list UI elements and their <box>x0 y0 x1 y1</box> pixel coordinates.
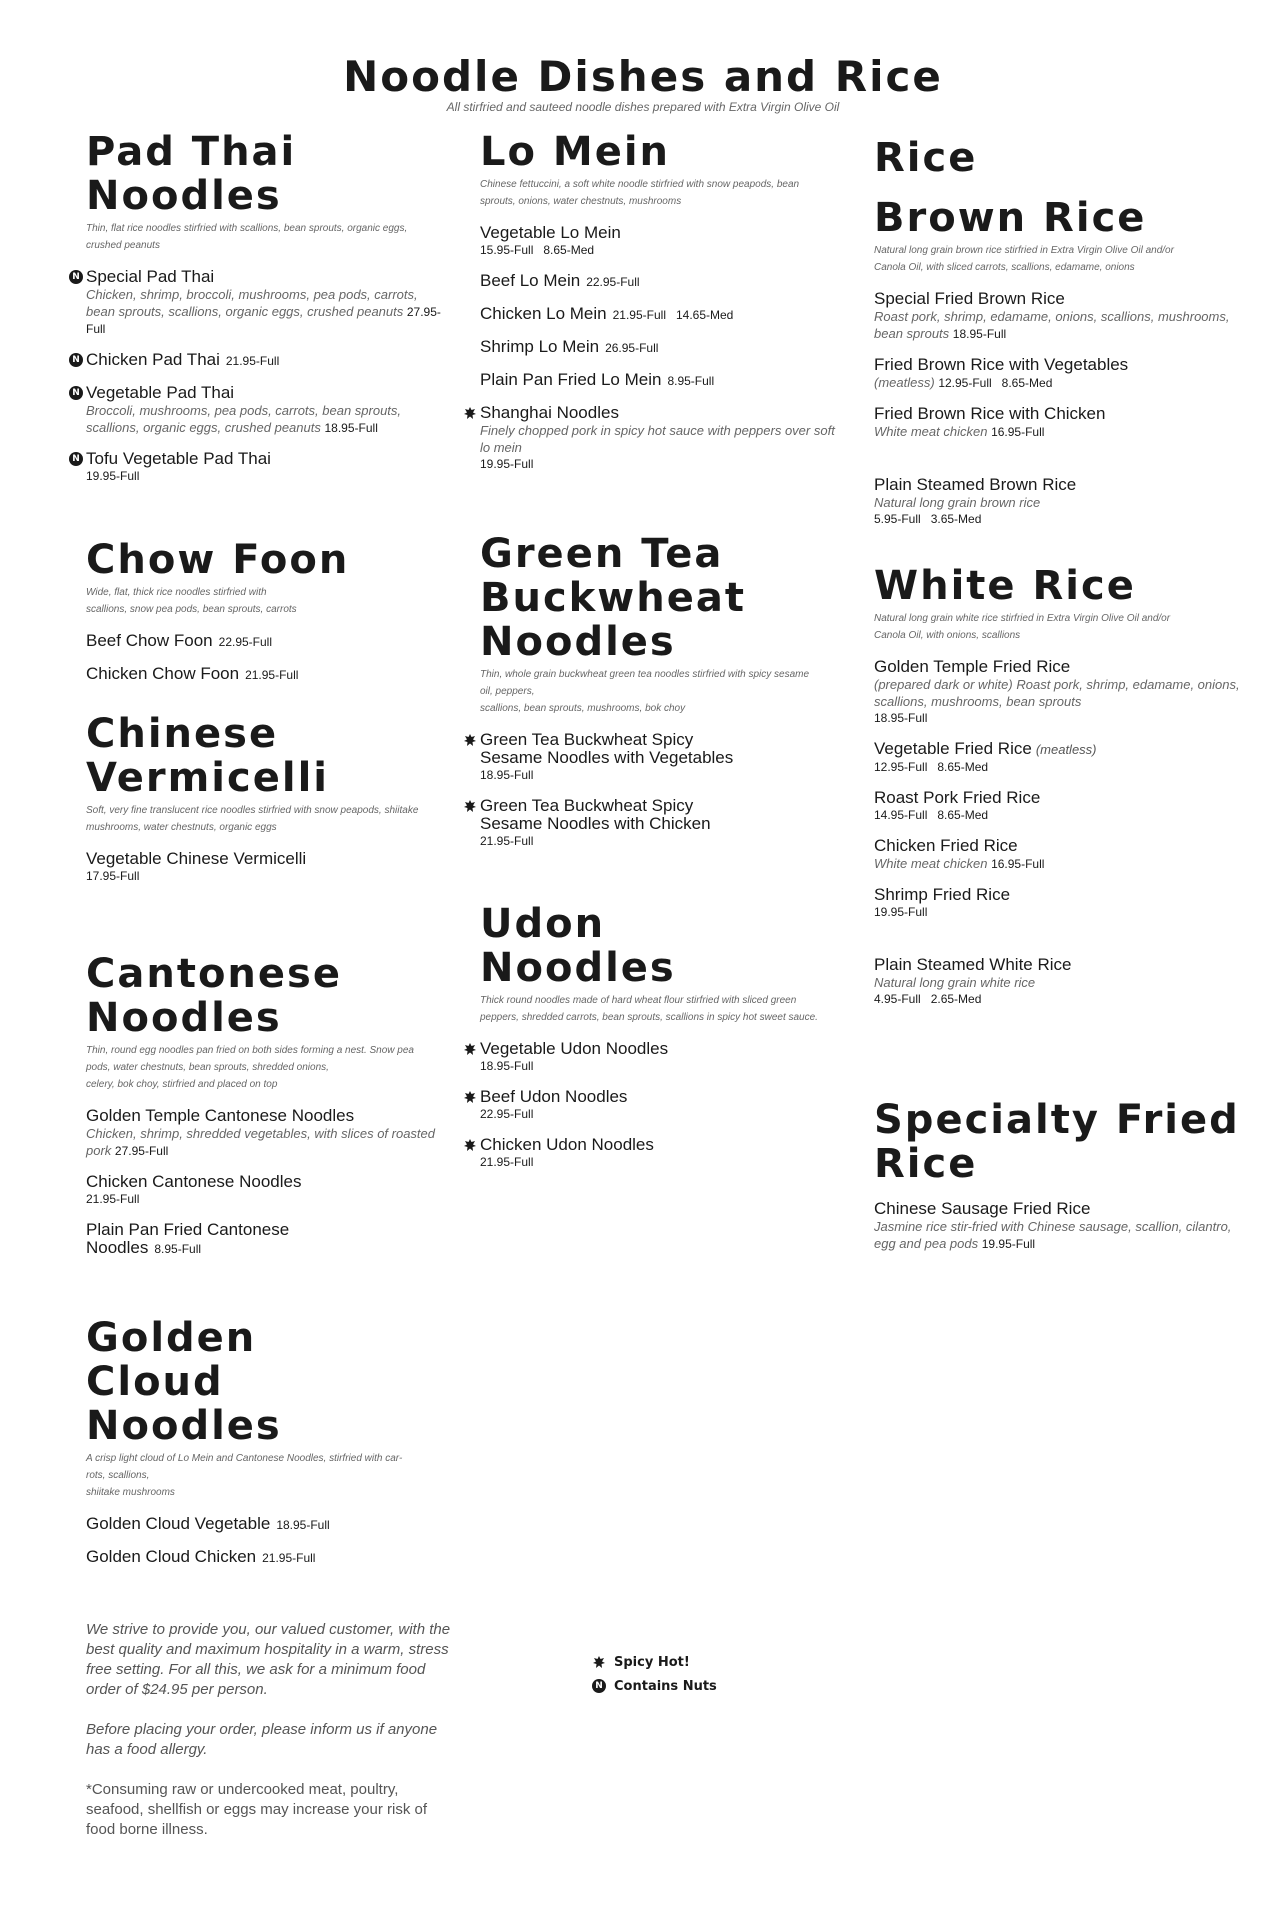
page-subtitle: All stirfried and sauteed noodle dishes prepared with Extra Virgin Olive Oil <box>446 100 840 114</box>
menu-item <box>480 338 840 357</box>
item-description: Broccoli, mushrooms, pea pods, carrots, bean sprouts, scallions, organic eggs, crushed peanuts 18.95-Full <box>86 403 402 435</box>
menu-item <box>86 1548 446 1567</box>
menu-item <box>480 1136 840 1170</box>
item-price: 18.95-Full <box>952 327 1007 341</box>
item-price: 8.95-Full <box>667 374 715 388</box>
menu-item <box>480 797 840 849</box>
section-heading: Udon Noodles <box>480 901 676 991</box>
spicy-pepper-icon <box>463 733 477 747</box>
item-price: 18.95-Full <box>480 768 534 782</box>
item-price: 18.95-Full <box>276 1518 330 1532</box>
item-name: Special Pad Thai <box>86 267 215 286</box>
menu-item <box>86 1107 446 1159</box>
menu-item <box>86 1221 446 1258</box>
menu-item <box>874 740 1244 775</box>
item-name: Golden Cloud Chicken 21.95-Full <box>86 1547 316 1566</box>
item-name: Beef Udon Noodles <box>480 1087 628 1106</box>
item-price: 22.95-Full <box>218 635 273 649</box>
item-price: 27.95-Full <box>86 305 441 336</box>
spicy-pepper-icon <box>463 406 477 420</box>
menu-item <box>72 449 446 484</box>
item-name: Chicken Chow Foon 21.95-Full <box>86 664 299 683</box>
item-price: 16.95-Full <box>991 857 1045 871</box>
item-price: 18.95-Full <box>874 711 928 725</box>
item-name: Vegetable Udon Noodles <box>480 1039 669 1058</box>
menu-item <box>874 886 1244 920</box>
legend-nuts-label: Contains Nuts <box>614 1678 717 1694</box>
nut-icon: N <box>69 270 83 284</box>
section-description: Natural long grain white rice stirfried in Extra Virgin Olive Oil and/or Canola Oil, with onions, scallions <box>874 613 1171 641</box>
consumption-warning: *Consuming raw or undercooked meat, poultry, seafood, shellfish or eggs may increase your risk of food borne illness. <box>86 1781 427 1838</box>
spicy-pepper-icon <box>463 799 477 813</box>
section-heading: Golden Cloud Noodles <box>86 1315 282 1449</box>
item-price: 26.95-Full <box>605 341 659 355</box>
menu-item <box>480 224 840 258</box>
item-name: Plain Pan Fried Cantonese Noodles 8.95-Full <box>86 1220 290 1257</box>
item-name: Plain Steamed White Rice <box>874 955 1072 974</box>
nut-icon: N <box>69 353 83 367</box>
menu-item <box>480 272 840 291</box>
item-price: 12.95-Full 8.65-Med <box>938 376 1053 390</box>
item-description: Natural long grain white rice <box>874 975 1036 990</box>
section-heading: Green Tea Buckwheat Noodles <box>480 531 746 665</box>
spicy-pepper-icon <box>592 1655 606 1669</box>
spicy-pepper-icon <box>463 1042 477 1056</box>
section-heading: White Rice <box>874 563 1136 609</box>
menu-item <box>86 1515 446 1534</box>
item-description: Jasmine rice stir-fried with Chinese sausage, scallion, cilantro, egg and pea pods 19.95-Full <box>874 1219 1232 1251</box>
item-name: Plain Steamed Brown Rice <box>874 475 1077 494</box>
menu-item <box>874 290 1244 342</box>
item-price: 4.95-Full 2.65-Med <box>874 992 982 1006</box>
menu-item <box>874 1200 1244 1252</box>
menu-item <box>874 405 1244 440</box>
item-price: 18.95-Full <box>324 421 378 435</box>
item-description: Chicken, shrimp, shredded vegetables, with slices of roasted pork 27.95-Full <box>86 1126 436 1158</box>
item-name: Chicken Lo Mein 21.95-Full 14.65-Med <box>480 304 734 323</box>
item-name: Fried Brown Rice with Chicken <box>874 404 1106 423</box>
section-green-tea-buckwheat <box>480 532 840 863</box>
item-description: (meatless) 12.95-Full 8.65-Med <box>874 375 1053 390</box>
section-heading: Brown Rice <box>874 195 1147 241</box>
item-name: Chicken Fried Rice <box>874 836 1018 855</box>
item-name: Tofu Vegetable Pad Thai <box>86 449 271 468</box>
section-lo-mein <box>480 130 840 486</box>
item-name: Chicken Cantonese Noodles <box>86 1172 302 1191</box>
item-price: 19.95-Full <box>480 457 534 471</box>
item-price: 14.95-Full 8.65-Med <box>874 808 989 822</box>
menu-item <box>480 731 840 783</box>
menu-item <box>874 476 1244 527</box>
section-heading: Specialty Fried Rice <box>874 1097 1240 1187</box>
menu-item <box>480 305 840 324</box>
menu-item <box>72 383 446 436</box>
section-golden-cloud-noodles <box>86 1316 446 1581</box>
item-name: Shanghai Noodles <box>480 403 619 422</box>
menu-item <box>874 837 1244 872</box>
spicy-pepper-icon <box>463 1090 477 1104</box>
menu-item <box>874 658 1244 726</box>
item-price: 21.95-Full <box>86 1192 140 1206</box>
menu-item <box>874 789 1244 823</box>
section-specialty-fried-rice <box>874 1098 1244 1266</box>
item-name: Golden Cloud Vegetable 18.95-Full <box>86 1514 330 1533</box>
item-price: 22.95-Full <box>586 275 640 289</box>
nut-icon: N <box>69 452 83 466</box>
item-price: 18.95-Full <box>480 1059 534 1073</box>
section-brown-rice <box>874 196 1244 541</box>
item-price: 21.95-Full 14.65-Med <box>612 308 734 322</box>
item-name: Vegetable Lo Mein <box>480 223 621 242</box>
section-udon-noodles <box>480 902 840 1184</box>
item-name: Fried Brown Rice with Vegetables <box>874 355 1129 374</box>
legend <box>592 1650 717 1698</box>
item-price: 27.95-Full <box>114 1144 169 1158</box>
item-name: Beef Lo Mein 22.95-Full <box>480 271 640 290</box>
item-price: 19.95-Full <box>981 1237 1036 1251</box>
menu-item <box>480 371 840 390</box>
item-name: Beef Chow Foon 22.95-Full <box>86 631 273 650</box>
item-name: Golden Temple Fried Rice <box>874 657 1071 676</box>
minimum-order-notice: We strive to provide you, our valued customer, with the best quality and maximum hospitality in a warm, stress free setting. For all this, we ask for a minimum food order of $24.95 per person. <box>86 1621 451 1698</box>
section-description: Soft, very fine translucent rice noodles stirfried with snow peapods, shiitake mushrooms, water chestnuts, organic eggs <box>86 805 419 833</box>
legend-spicy <box>592 1650 717 1674</box>
section-heading: Pad Thai Noodles <box>86 129 297 219</box>
item-name: Chicken Udon Noodles <box>480 1135 654 1154</box>
nut-icon: N <box>69 386 83 400</box>
legend-spicy-label: Spicy Hot! <box>614 1654 690 1670</box>
section-description: Thin, whole grain buckwheat green tea noodles stirfried with spicy sesame oil, peppers, scallions, bean sprouts, mushrooms, bok choy <box>480 669 810 714</box>
menu-item <box>86 665 446 684</box>
item-price: 17.95-Full <box>86 869 140 883</box>
item-description: Roast pork, shrimp, edamame, onions, scallions, mushrooms, bean sprouts 18.95-Full <box>874 309 1230 341</box>
section-heading: Chow Foon <box>86 537 350 583</box>
item-price: 21.95-Full <box>225 354 280 368</box>
item-description: Chicken, shrimp, broccoli, mushrooms, pea pods, carrots, bean sprouts, scallions, organic eggs, crushed peanuts 27.95-Full <box>86 287 441 336</box>
item-name: Chicken Pad Thai 21.95-Full <box>86 350 280 369</box>
menu-item <box>86 1173 446 1207</box>
item-name: Green Tea Buckwheat Spicy Sesame Noodles with Chicken <box>480 796 711 833</box>
item-description: Finely chopped pork in spicy hot sauce with peppers over soft lo mein <box>480 423 835 455</box>
item-name: Plain Pan Fried Lo Mein 8.95-Full <box>480 370 715 389</box>
item-name: Roast Pork Fried Rice <box>874 788 1041 807</box>
menu-item <box>480 404 840 472</box>
section-heading: Lo Mein <box>480 129 671 175</box>
section-heading: Chinese Vermicelli <box>86 711 329 801</box>
item-price: 5.95-Full 3.65-Med <box>874 512 982 526</box>
section-rice <box>874 136 1244 180</box>
item-description: Natural long grain brown rice <box>874 495 1041 510</box>
section-description: A crisp light cloud of Lo Mein and Cantonese Noodles, stirfried with car- rots, scallions, shiitake mushrooms <box>86 1453 403 1498</box>
section-cantonese-noodles <box>86 952 446 1272</box>
item-price: 19.95-Full <box>86 469 140 483</box>
menu-item <box>874 356 1244 391</box>
item-description: (prepared dark or white) Roast pork, shrimp, edamame, onions, scallions, mushrooms, bean sprouts <box>874 677 1240 709</box>
item-note: (meatless) <box>1035 742 1097 757</box>
section-chinese-vermicelli <box>86 712 446 898</box>
item-price: 15.95-Full 8.65-Med <box>480 243 595 257</box>
item-description: White meat chicken 16.95-Full <box>874 856 1045 871</box>
menu-item <box>86 850 446 884</box>
item-price: 12.95-Full 8.65-Med <box>874 760 989 774</box>
section-description: Thick round noodles made of hard wheat flour stirfried with sliced green peppers, shredded carrots, bean sprouts, scallions in spicy hot sweet sauce. <box>480 995 818 1023</box>
item-price: 21.95-Full <box>262 1551 316 1565</box>
section-pad-thai <box>72 129 446 498</box>
page-title: Noodle Dishes and Rice <box>343 52 943 101</box>
section-chow-foon <box>86 538 446 698</box>
item-price: 19.95-Full <box>874 905 928 919</box>
section-description: Wide, flat, thick rice noodles stirfried with scallions, snow pea pods, bean sprouts, carrots <box>86 587 297 615</box>
item-price: 21.95-Full <box>480 1155 534 1169</box>
spicy-pepper-icon <box>463 1138 477 1152</box>
section-description: Natural long grain brown rice stirfried in Extra Virgin Olive Oil and/or Canola Oil, with sliced carrots, scallions, edamame, onions <box>874 245 1174 273</box>
item-name: Vegetable Pad Thai <box>86 383 235 402</box>
item-price: 8.95-Full <box>154 1242 202 1256</box>
nut-icon: N <box>592 1679 606 1693</box>
item-description: White meat chicken 16.95-Full <box>874 424 1045 439</box>
menu-item <box>72 267 446 337</box>
item-name: Vegetable Chinese Vermicelli <box>86 849 307 868</box>
section-description: Thin, round egg noodles pan fried on both sides forming a nest. Snow pea pods, water chestnuts, bean sprouts, shredded onions, celery, bok choy, stirfried and placed on top <box>86 1045 414 1090</box>
item-name: Shrimp Lo Mein 26.95-Full <box>480 337 659 356</box>
item-price: 16.95-Full <box>991 425 1045 439</box>
item-price: 22.95-Full <box>480 1107 534 1121</box>
menu-item <box>480 1040 840 1074</box>
section-heading: Cantonese Noodles <box>86 951 342 1041</box>
section-white-rice <box>874 564 1244 1021</box>
menu-item <box>874 956 1244 1007</box>
section-heading: Rice <box>874 135 978 181</box>
legend-nuts <box>592 1674 717 1698</box>
allergy-notice: Before placing your order, please inform us if anyone has a food allergy. <box>86 1721 438 1758</box>
item-name: Vegetable Fried Rice (meatless) <box>874 739 1097 758</box>
menu-item <box>480 1088 840 1122</box>
item-name: Chinese Sausage Fried Rice <box>874 1199 1091 1218</box>
section-description: Chinese fettuccini, a soft white noodle stirfried with snow peapods, bean sprouts, onions, water chestnuts, mushrooms <box>480 179 800 207</box>
item-price: 21.95-Full <box>245 668 299 682</box>
menu-item <box>86 632 446 651</box>
item-name: Golden Temple Cantonese Noodles <box>86 1106 355 1125</box>
item-price: 21.95-Full <box>480 834 534 848</box>
menu-item <box>72 350 446 370</box>
item-name: Green Tea Buckwheat Spicy Sesame Noodles with Vegetables <box>480 730 734 767</box>
footer-notice <box>86 1620 456 1860</box>
item-name: Special Fried Brown Rice <box>874 289 1065 308</box>
item-name: Shrimp Fried Rice <box>874 885 1011 904</box>
section-description: Thin, flat rice noodles stirfried with scallions, bean sprouts, organic eggs, crushed peanuts <box>86 223 408 251</box>
